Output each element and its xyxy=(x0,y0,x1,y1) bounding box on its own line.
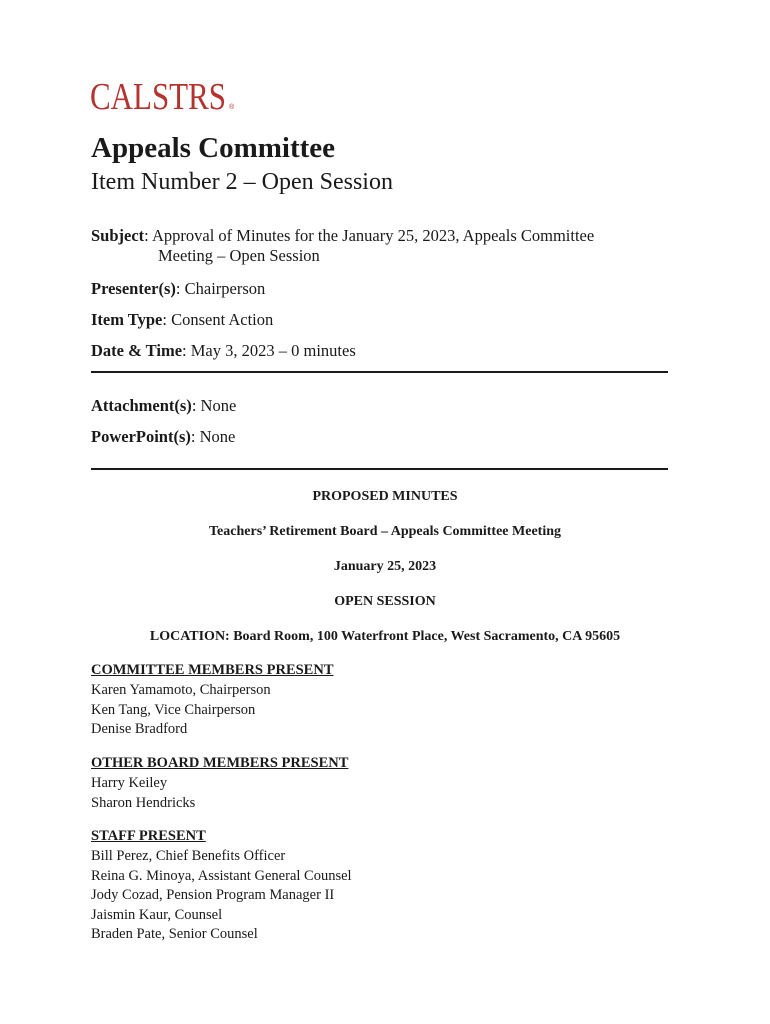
attachments-label: Attachment(s) xyxy=(91,396,192,415)
list-item: Jody Cozad, Pension Program Manager II xyxy=(91,887,335,903)
powerpoints-value: None xyxy=(199,427,236,446)
list-item: Harry Keiley xyxy=(91,775,168,791)
svg-text:®: ® xyxy=(229,104,235,111)
subject-value-line1: Approval of Minutes for the January 25, 2023, Appeals Committee xyxy=(151,226,595,245)
list-item: Bill Perez, Chief Benefits Officer xyxy=(91,848,286,864)
date-time-field: Date & Time: May 3, 2023 – 0 minutes xyxy=(91,341,356,360)
committee-members-heading: COMMITTEE MEMBERS PRESENT xyxy=(91,662,334,678)
subject-field: Subject: Approval of Minutes for the January 25, 2023, Appeals Committee Meeting – Open Session xyxy=(91,226,595,265)
powerpoints-label: PowerPoint(s) xyxy=(91,427,191,446)
divider-top xyxy=(91,371,668,373)
meeting-date: January 25, 2023 xyxy=(333,559,437,574)
other-board-members-heading: OTHER BOARD MEMBERS PRESENT xyxy=(91,755,349,771)
list-item: Karen Yamamoto, Chairperson xyxy=(91,682,271,698)
presenters-field: Presenter(s): Chairperson xyxy=(91,279,266,298)
list-item: Reina G. Minoya, Assistant General Counsel xyxy=(91,867,352,884)
minutes-heading: PROPOSED MINUTES xyxy=(312,489,458,504)
presenters-value: Chairperson xyxy=(184,279,266,298)
list-item: Ken Tang, Vice Chairperson xyxy=(91,701,256,718)
subject-label: Subject xyxy=(91,226,145,245)
presenters-label: Presenter(s) xyxy=(91,279,176,298)
meeting-location: LOCATION: Board Room, 100 Waterfront Place, West Sacramento, CA 95605 xyxy=(149,629,621,644)
date-time-label: Date & Time xyxy=(91,341,183,360)
item-type-value: Consent Action xyxy=(171,310,274,329)
divider-bottom xyxy=(91,468,668,470)
page-title: Appeals Committee xyxy=(91,132,336,164)
staff-list xyxy=(91,847,352,945)
list-item: Jaismin Kaur, Counsel xyxy=(91,906,223,923)
date-time-value: May 3, 2023 – 0 minutes xyxy=(190,341,356,360)
subject-value-line2: Meeting – Open Session xyxy=(158,246,320,265)
item-type-field: Item Type: Consent Action xyxy=(91,310,274,329)
committee-members-list xyxy=(91,681,271,740)
attachments-value: None xyxy=(200,396,237,415)
meeting-name: Teachers’ Retirement Board – Appeals Committee Meeting xyxy=(209,524,561,539)
svg-text:CALSTRS: CALSTRS xyxy=(90,76,226,114)
powerpoints-field: PowerPoint(s): None xyxy=(91,427,236,446)
staff-heading: STAFF PRESENT xyxy=(91,828,206,844)
page-subtitle: Item Number 2 – Open Session xyxy=(91,169,393,195)
list-item: Denise Bradford xyxy=(91,721,188,737)
list-item: Sharon Hendricks xyxy=(91,794,196,811)
attachments-field: Attachment(s): None xyxy=(91,396,237,415)
session-type: OPEN SESSION xyxy=(334,594,436,609)
item-type-label: Item Type xyxy=(91,310,163,329)
other-board-members-list xyxy=(91,774,195,813)
list-item: Braden Pate, Senior Counsel xyxy=(91,926,258,942)
calstrs-logo xyxy=(90,72,240,114)
